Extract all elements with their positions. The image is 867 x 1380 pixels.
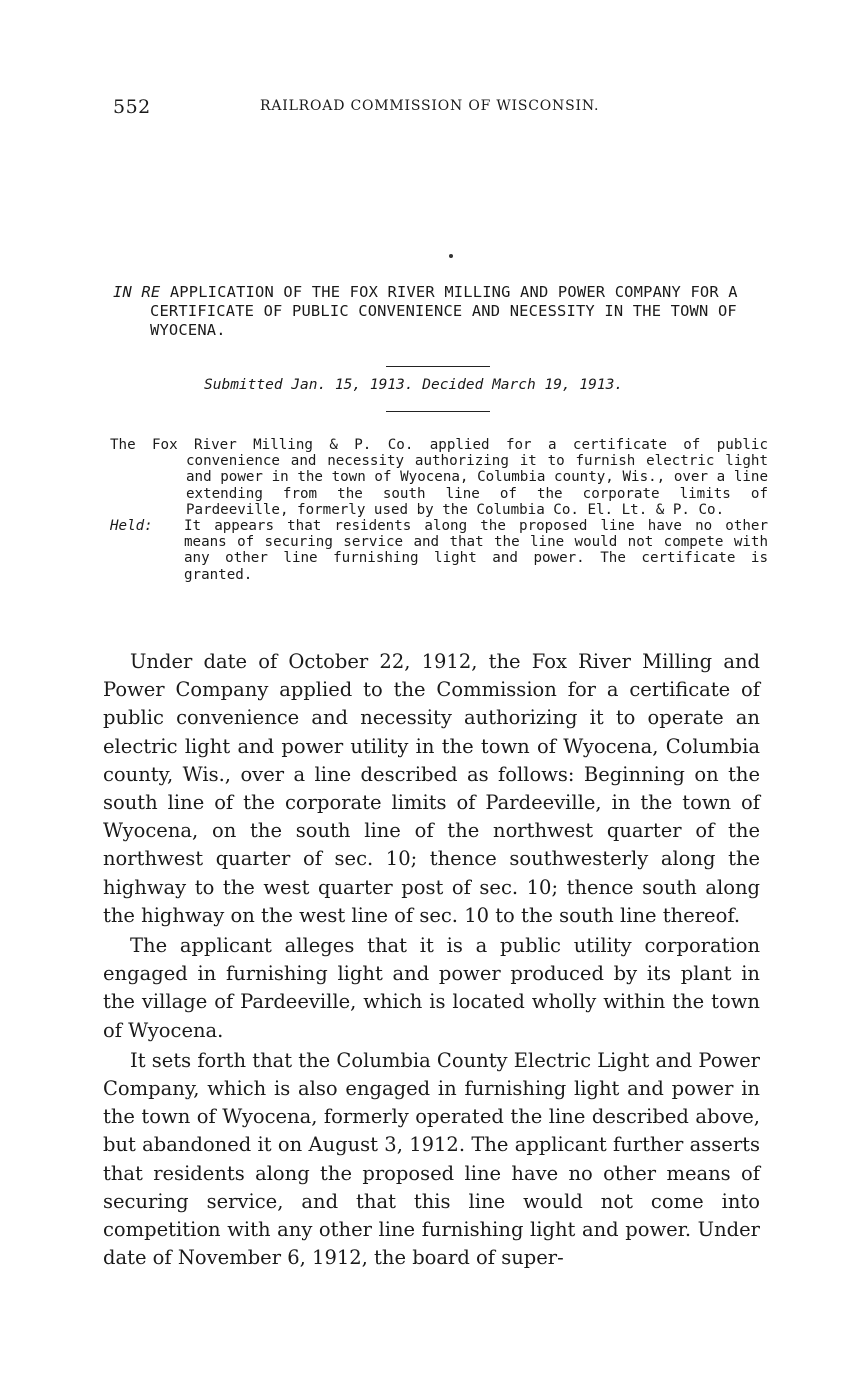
- body-paragraph-1: Under date of October 22, 1912, the Fox River Milling and Power Company applied to the Commission for a certificate of public convenience and necessity authorizing it to operate an electric light and power utility in the town of Wyocena, Columbia county, Wis., over a line described as follows: Beginning on the south line of the corporate limits of Pardeeville, in the town of Wyocena, on the south line of the northwest quarter of the northwest quarter of sec. 10; thence southwesterly along the highway to the west quarter post of sec. 10; thence south along the highway on the west line of sec. 10 to the south line thereof.: [103, 650, 760, 927]
- syllabus: [110, 437, 768, 583]
- body-paragraph-3: It sets forth that the Columbia County Electric Light and Power Company, which is also engaged in furnishing light and power in the town of Wyocena, formerly operated the line described above, but abandoned it on August 3, 1912. The applicant further asserts that residents along the proposed line have no other means of securing service, and that this line would not come into competition with any other line furnishing light and power. Under date of November 6, 1912, the board of super-: [103, 1048, 760, 1270]
- page-number: 552: [113, 96, 151, 118]
- case-title-text: APPLICATION OF THE FOX RIVER MILLING AND POWER COMPANY FOR A CERTIFICATE OF PUBLIC CONVENIENCE AND NECESSITY IN THE TOWN OF WYOCENA.: [150, 283, 738, 339]
- held-label: Held:: [110, 518, 153, 535]
- case-title: [113, 283, 810, 340]
- running-head: RAILROAD COMMISSION OF WISCONSIN.: [260, 98, 600, 114]
- held-text: It appears that residents along the proposed line have no other means of securing service and that the line would not compete with any other line furnishing light and power. The certificate is granted.: [184, 518, 768, 583]
- body-paragraph-2: The applicant alleges that it is a public utility corporation engaged in furnishing light and power produced by its plant in the village of Pardeeville, which is located wholly within the town of Wyocena.: [103, 934, 760, 1042]
- case-dates: Submitted Jan. 15, 1913. Decided March 19, 1913.: [204, 377, 624, 393]
- ornament-dot: [449, 254, 453, 258]
- syllabus-summary: The Fox River Milling & P. Co. applied for a certificate of public convenience and necessity authorizing it to furnish electric light and power in the town of Wyocena, Columbia county, Wis., over a line extending from the south line of the corporate limits of Pardeeville, formerly used by the Columbia Co. El. Lt. & P. Co.: [110, 437, 768, 518]
- case-title-prefix: IN RE: [113, 283, 161, 301]
- divider-top: [386, 366, 490, 367]
- opinion-body: [103, 648, 760, 1274]
- syllabus-held: [110, 518, 768, 583]
- divider-bottom: [386, 411, 490, 412]
